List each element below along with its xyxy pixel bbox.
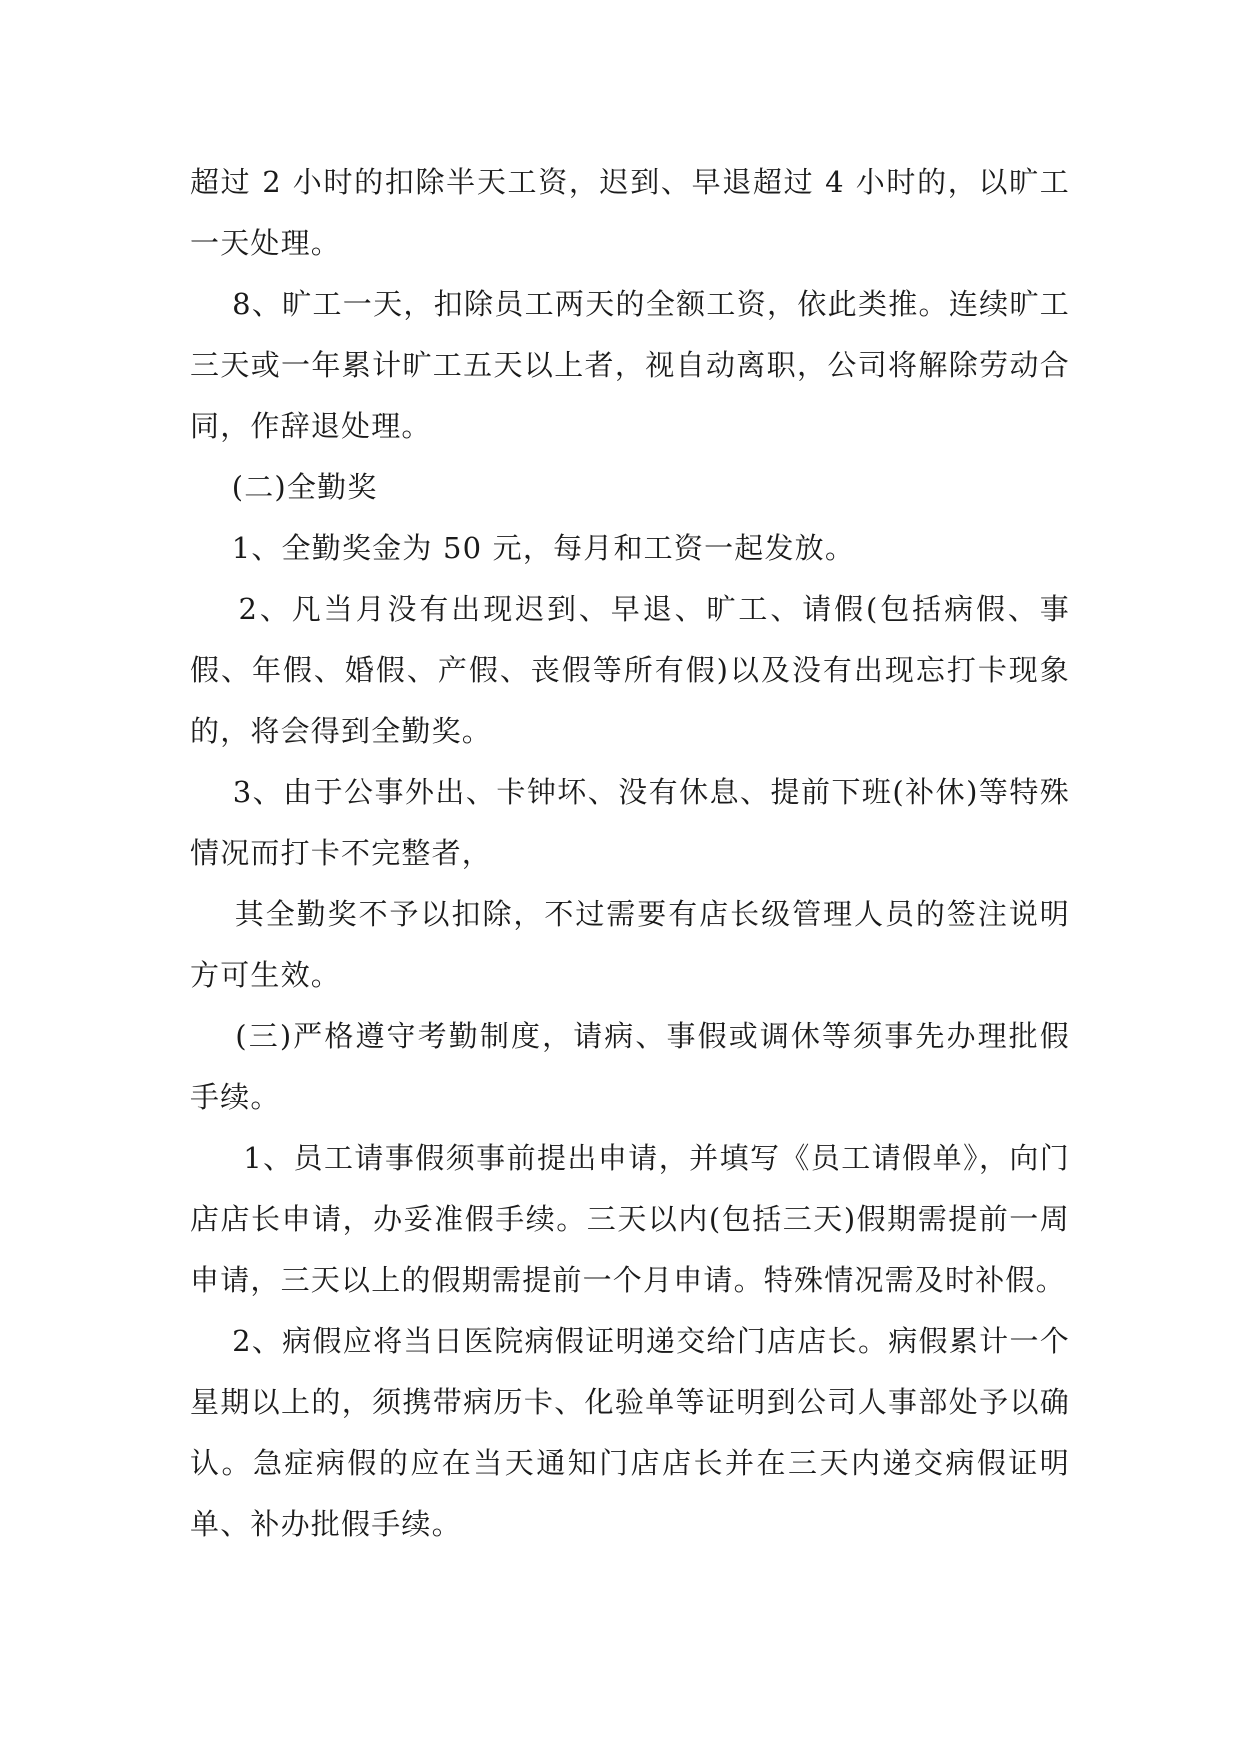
paragraph-leave-rule-1: 1、员工请事假须事前提出申请，并填写《员工请假单》，向门店店长申请，办妥准假手续。三天以内(包括三天)假期需提前一周申请，三天以上的假期需提前一个月申请。特殊情况需及时补假。 [190,1141,1070,1297]
paragraph-bonus-rule-3: 3、由于公事外出、卡钟坏、没有休息、提前下班(补休)等特殊情况而打卡不完整者， [190,775,1070,870]
document-body [190,152,1070,1555]
paragraph-bonus-rule-3-continued: 其全勤奖不予以扣除，不过需要有店长级管理人员的签注说明方可生效。 [190,897,1070,992]
section-heading-attendance-bonus: (二)全勤奖 [190,470,378,504]
paragraph-bonus-rule-2: 2、凡当月没有出现迟到、早退、旷工、请假(包括病假、事假、年假、婚假、产假、丧假等所有假)以及没有出现忘打卡现象的，将会得到全勤奖。 [190,592,1070,748]
paragraph-absenteeism-rule-8: 8、旷工一天，扣除员工两天的全额工资，依此类推。连续旷工三天或一年累计旷工五天以上者，视自动离职，公司将解除劳动合同，作辞退处理。 [190,287,1070,443]
paragraph-leave-rule-2: 2、病假应将当日医院病假证明递交给门店店长。病假累计一个星期以上的，须携带病历卡、化验单等证明到公司人事部处予以确认。急症病假的应在当天通知门店店长并在三天内递交病假证明单、补办批假手续。 [190,1324,1070,1541]
paragraph-lateness-continuation: 超过 2 小时的扣除半天工资，迟到、早退超过 4 小时的，以旷工一天处理。 [190,165,1070,260]
section-heading-leave-procedure: (三)严格遵守考勤制度，请病、事假或调休等须事先办理批假手续。 [190,1019,1070,1114]
paragraph-bonus-rule-1: 1、全勤奖金为 50 元，每月和工资一起发放。 [190,531,856,565]
